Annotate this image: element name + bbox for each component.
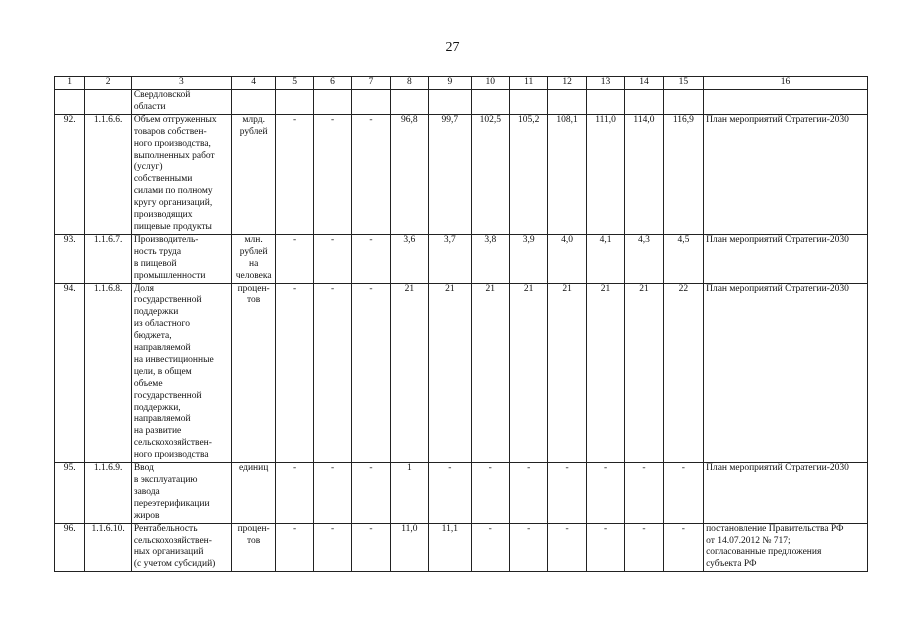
unit-cell: [231, 523, 275, 572]
source-cell-line: План мероприятий Стратегии-2030: [706, 234, 849, 245]
row-code-cell: 1.1.6.8.: [85, 283, 132, 463]
value-cell-col-13: [586, 90, 624, 115]
value-cell-col-13: -: [586, 463, 624, 524]
header-cell-col-4: 4: [231, 77, 275, 90]
indicator-name-cell-line: Ввод: [133, 463, 154, 474]
header-cell-col-12: 12: [548, 77, 586, 90]
indicator-name-cell-line: на развитие: [133, 426, 182, 437]
unit-cell: [231, 283, 275, 463]
unit-cell: [231, 234, 275, 283]
unit-cell-line: рублей: [239, 126, 268, 137]
value-cell-col-9: 11,1: [429, 523, 471, 572]
source-cell: [704, 114, 868, 234]
header-cell-col-1: 1: [55, 77, 85, 90]
value-cell-col-13: 21: [586, 283, 624, 463]
value-cell-col-12: 21: [548, 283, 586, 463]
value-cell-col-7: -: [352, 463, 390, 524]
indicator-name-cell-line: производящих: [133, 210, 193, 221]
value-cell-col-14: -: [625, 523, 663, 572]
header-cell-col-16: 16: [704, 77, 868, 90]
indicator-name-cell-line: (с учетом субсидий): [133, 559, 216, 570]
unit-cell: [231, 90, 275, 115]
unit-cell: [231, 114, 275, 234]
value-cell-col-7: -: [352, 523, 390, 572]
unit-cell-line: тов: [247, 535, 261, 546]
unit-cell: [231, 463, 275, 524]
indicator-name-cell-line: государственной: [133, 295, 202, 306]
indicator-name-cell-line: поддержки,: [133, 402, 181, 413]
indicator-name-cell-line: сельскохозяйствен-: [133, 535, 212, 546]
value-cell-col-14: [625, 90, 663, 115]
value-cell-col-8: 3,6: [390, 234, 428, 283]
indicator-name-cell-line: направляемой: [133, 414, 191, 425]
header-cell-col-15: 15: [663, 77, 703, 90]
source-cell: [704, 283, 868, 463]
indicator-name-cell-line: в эксплуатацию: [133, 475, 198, 485]
value-cell-col-12: 108,1: [548, 114, 586, 234]
value-cell-col-13: 111,0: [586, 114, 624, 234]
indicator-name-cell: [131, 283, 231, 463]
indicator-name-cell-line: Доля: [133, 283, 155, 294]
header-cell-col-14: 14: [625, 77, 663, 90]
indicator-name-cell-line: Объем отгруженных: [133, 114, 217, 125]
value-cell-col-8: [390, 90, 428, 115]
indicator-name-cell-line: Рентабельность: [133, 523, 198, 534]
indicator-name-cell: [131, 463, 231, 524]
indicator-name-cell-line: завода: [133, 486, 160, 497]
value-cell-col-12: 4,0: [548, 234, 586, 283]
indicator-name-cell-line: Производитель-: [133, 234, 199, 245]
unit-cell-line: человека: [235, 270, 272, 281]
header-cell-col-7: 7: [352, 77, 390, 90]
header-cell-col-10: 10: [471, 77, 509, 90]
source-cell: [704, 234, 868, 283]
value-cell-col-10: 3,8: [471, 234, 509, 283]
row-number-cell: 93.: [55, 234, 85, 283]
unit-cell-line: тов: [247, 295, 261, 306]
source-cell-line: субъекта РФ: [706, 559, 757, 570]
value-cell-col-6: -: [313, 283, 351, 463]
value-cell-col-11: 105,2: [509, 114, 547, 234]
value-cell-col-9: -: [429, 463, 471, 524]
table-row: [55, 523, 868, 572]
value-cell-col-14: 4,3: [625, 234, 663, 283]
value-cell-col-9: 3,7: [429, 234, 471, 283]
value-cell-col-7: -: [352, 234, 390, 283]
value-cell-col-5: -: [276, 463, 313, 524]
indicator-name-cell-line: пищевые продукты: [133, 221, 212, 232]
value-cell-col-7: -: [352, 283, 390, 463]
value-cell-col-10: 21: [471, 283, 509, 463]
row-number-cell: 95.: [55, 463, 85, 524]
header-cell-col-2: 2: [85, 77, 132, 90]
value-cell-col-6: -: [313, 463, 351, 524]
value-cell-col-15: [663, 90, 703, 115]
value-cell-col-15: -: [663, 463, 703, 524]
indicator-name-cell-line: силами по полному: [133, 186, 213, 197]
value-cell-col-8: 1: [390, 463, 428, 524]
source-cell-line: постановление Правительства РФ: [706, 523, 844, 534]
indicator-name-cell: [131, 90, 231, 115]
unit-cell-line: млн.: [244, 234, 263, 245]
value-cell-col-12: [548, 90, 586, 115]
indicator-name-cell-line: товаров собствен-: [133, 126, 207, 137]
value-cell-col-13: 4,1: [586, 234, 624, 283]
value-cell-col-9: 21: [429, 283, 471, 463]
indicator-name-cell-line: на инвестиционные: [133, 354, 214, 365]
unit-cell-line: процен-: [237, 523, 270, 534]
table-row: [55, 114, 868, 234]
source-cell-line: План мероприятий Стратегии-2030: [706, 283, 849, 294]
indicator-name-cell-line: поддержки: [133, 307, 179, 318]
value-cell-col-5: -: [276, 283, 313, 463]
indicator-name-cell-line: сельскохозяйствен-: [133, 438, 212, 449]
value-cell-col-7: -: [352, 114, 390, 234]
page-number: 27: [445, 40, 460, 55]
value-cell-col-11: 21: [509, 283, 547, 463]
header-cell-col-11: 11: [509, 77, 547, 90]
value-cell-col-11: -: [509, 463, 547, 524]
row-code-cell: 1.1.6.10.: [85, 523, 132, 572]
indicator-name-cell-line: ность труда: [133, 246, 182, 257]
table-row: [55, 463, 868, 524]
indicator-name-cell-line: собственными: [133, 174, 193, 185]
indicator-name-cell-line: бюджета,: [133, 331, 172, 342]
value-cell-col-11: 3,9: [509, 234, 547, 283]
indicator-name-cell-line: промышленности: [133, 270, 206, 281]
source-cell-line: согласованные предложения: [706, 547, 822, 558]
indicator-name-cell-line: переэтерификации: [133, 498, 210, 509]
value-cell-col-10: -: [471, 523, 509, 572]
value-cell-col-12: -: [548, 463, 586, 524]
value-cell-col-8: 96,8: [390, 114, 428, 234]
value-cell-col-14: 114,0: [625, 114, 663, 234]
unit-cell-line: млрд.: [242, 114, 265, 125]
header-cell-col-6: 6: [313, 77, 351, 90]
indicator-name-cell-line: жиров: [133, 510, 160, 521]
value-cell-col-15: 116,9: [663, 114, 703, 234]
value-cell-col-6: -: [313, 234, 351, 283]
indicator-name-cell-line: кругу организаций,: [133, 198, 213, 209]
row-number-cell: 94.: [55, 283, 85, 463]
indicator-name-cell-line: в пищевой: [133, 258, 177, 269]
indicator-name-cell-line: ных организаций: [133, 547, 204, 558]
indicator-name-cell-line: направляемой: [133, 343, 191, 354]
value-cell-col-14: -: [625, 463, 663, 524]
value-cell-col-10: [471, 90, 509, 115]
unit-cell-line: процен-: [237, 283, 270, 294]
indicator-name-cell-line: объеме: [133, 378, 163, 389]
row-number-cell: 92.: [55, 114, 85, 234]
value-cell-col-5: -: [276, 234, 313, 283]
indicator-name-cell: [131, 234, 231, 283]
indicators-table: [54, 76, 868, 572]
value-cell-col-6: [313, 90, 351, 115]
value-cell-col-13: -: [586, 523, 624, 572]
unit-cell-line: единиц: [239, 463, 269, 474]
value-cell-col-11: -: [509, 523, 547, 572]
value-cell-col-5: -: [276, 523, 313, 572]
table-row: [55, 283, 868, 463]
indicator-name-cell-line: цели, в общем: [133, 366, 192, 377]
unit-cell-line: на: [249, 258, 259, 269]
table-row: [55, 90, 868, 115]
value-cell-col-11: [509, 90, 547, 115]
row-number-cell: [55, 90, 85, 115]
value-cell-col-15: -: [663, 523, 703, 572]
value-cell-col-6: -: [313, 523, 351, 572]
source-cell-line: от 14.07.2012 № 717;: [706, 535, 791, 546]
value-cell-col-10: 102,5: [471, 114, 509, 234]
value-cell-col-7: [352, 90, 390, 115]
value-cell-col-14: 21: [625, 283, 663, 463]
value-cell-col-12: -: [548, 523, 586, 572]
header-cell-col-5: 5: [276, 77, 313, 90]
indicator-name-cell: [131, 114, 231, 234]
indicator-name-cell-line: области: [133, 101, 166, 112]
table-row: [55, 234, 868, 283]
row-code-cell: 1.1.6.9.: [85, 463, 132, 524]
row-number-cell: 96.: [55, 523, 85, 572]
unit-cell-line: рублей: [239, 246, 268, 257]
header-cell-col-9: 9: [429, 77, 471, 90]
row-code-cell: [85, 90, 132, 115]
indicator-name-cell: [131, 523, 231, 572]
source-cell: [704, 463, 868, 524]
value-cell-col-6: -: [313, 114, 351, 234]
indicator-name-cell-line: государственной: [133, 390, 202, 401]
value-cell-col-5: -: [276, 114, 313, 234]
source-cell-line: План мероприятий Стратегии-2030: [706, 463, 849, 474]
header-cell-col-8: 8: [390, 77, 428, 90]
value-cell-col-15: 4,5: [663, 234, 703, 283]
source-cell-line: План мероприятий Стратегии-2030: [706, 114, 849, 125]
value-cell-col-9: [429, 90, 471, 115]
value-cell-col-9: 99,7: [429, 114, 471, 234]
indicator-name-cell-line: ного производства,: [133, 138, 211, 149]
indicator-name-cell-line: (услуг): [133, 162, 163, 173]
header-cell-col-3: 3: [131, 77, 231, 90]
value-cell-col-10: -: [471, 463, 509, 524]
value-cell-col-8: 11,0: [390, 523, 428, 572]
source-cell: [704, 523, 868, 572]
header-cell-col-13: 13: [586, 77, 624, 90]
indicator-name-cell-line: выполненных работ: [133, 150, 215, 161]
value-cell-col-8: 21: [390, 283, 428, 463]
row-code-cell: 1.1.6.6.: [85, 114, 132, 234]
indicator-name-cell-line: из областного: [133, 319, 190, 330]
row-code-cell: 1.1.6.7.: [85, 234, 132, 283]
source-cell: [704, 90, 868, 115]
value-cell-col-5: [276, 90, 313, 115]
indicator-name-cell-line: Свердловской: [133, 90, 191, 100]
table-header-row: [55, 77, 868, 90]
indicator-name-cell-line: ного производства: [133, 450, 209, 461]
value-cell-col-15: 22: [663, 283, 703, 463]
